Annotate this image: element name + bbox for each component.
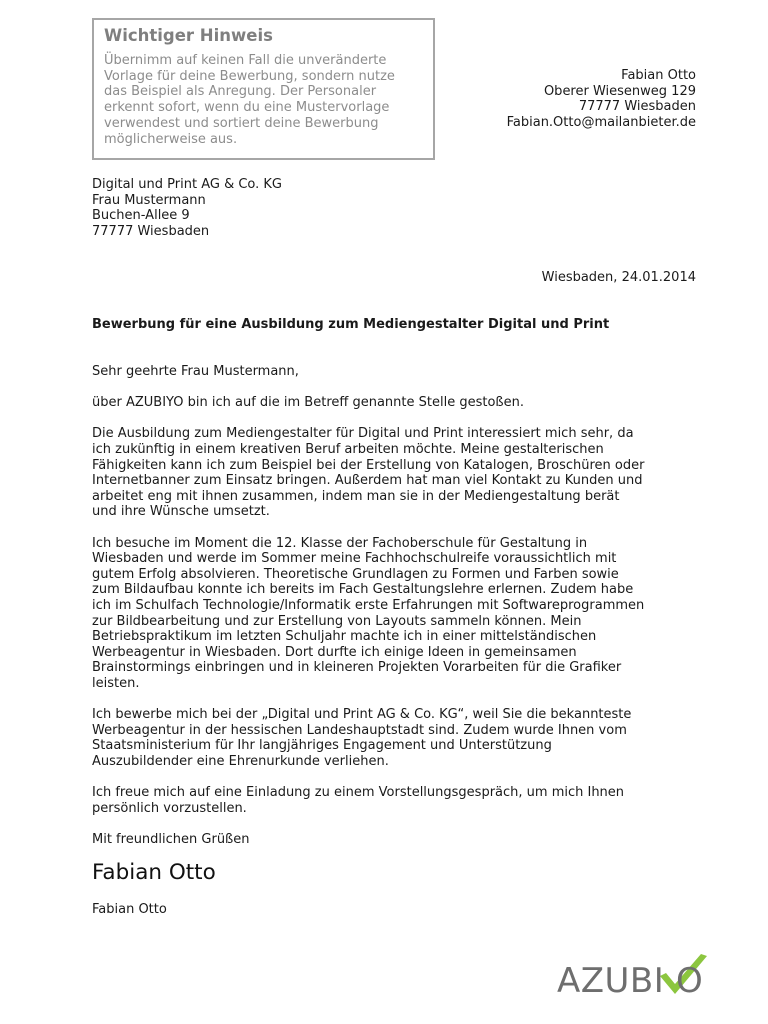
notice-text: [104, 53, 423, 147]
body-line: Ich besuche im Moment die 12. Klasse der Fachoberschule für Gestaltung in: [92, 535, 588, 551]
body-line: Auszubildender eine Ehrenurkunde verliehen.: [92, 753, 389, 769]
body-line: Die Ausbildung zum Mediengestalter für Digital und Print interessiert mich sehr, da: [92, 426, 634, 442]
body-line: arbeitet eng mit ihnen zusammen, indem man sie in der Mediengestaltung berät: [92, 488, 620, 504]
salutation: Sehr geehrte Frau Mustermann,: [92, 364, 299, 379]
body-line: Staatsministerium für Ihr langjähriges Engagement und Unterstützung: [92, 738, 552, 754]
letter-body: [92, 364, 698, 863]
sender-address: [507, 68, 696, 131]
body-line: Fähigkeiten kann ich zum Beispiel bei der Erstellung von Katalogen, Broschüren oder: [92, 457, 645, 473]
azubiyo-logo-graphic: [555, 952, 715, 1000]
sender-email: Fabian.Otto@mailanbieter.de: [506, 115, 696, 131]
body-line: gutem Erfolg absolvieren. Theoretische Grundlagen zu Formen und Farben sowie: [92, 566, 619, 582]
body-line: und ihre Wünsche umsetzt.: [92, 504, 270, 520]
letter-date: Wiesbaden, 24.01.2014: [541, 270, 696, 285]
recipient-company: Digital und Print AG & Co. KG: [92, 177, 282, 192]
notice-line: möglicherweise aus.: [104, 131, 238, 147]
logo-text: AZUBI: [557, 961, 665, 1000]
notice-line: erkennt sofort, wenn du eine Mustervorlage: [104, 100, 390, 116]
body-line: Werbeagentur in Wiesbaden. Dort durfte ich einige Ideen in gemeinsamen: [92, 644, 577, 660]
body-line: ich im Schulfach Technologie/Informatik erste Erfahrungen mit Softwareprogrammen: [92, 597, 645, 613]
body-paragraph: [92, 426, 698, 520]
recipient-address: [92, 177, 282, 240]
sender-city: 77777 Wiesbaden: [578, 99, 696, 115]
sender-street: Oberer Wiesenweg 129: [543, 83, 696, 99]
recipient-street: Buchen-Allee 9: [92, 208, 190, 224]
azubiyo-logo: [555, 952, 715, 1000]
printed-name: Fabian Otto: [92, 902, 167, 917]
body-line: Ich freue mich auf eine Einladung zu einem Vorstellungsgespräch, um mich Ihnen: [92, 785, 625, 801]
body-line: Betriebspraktikum im letzten Schuljahr machte ich in einer mittelständischen: [92, 629, 597, 645]
body-line: Ich bewerbe mich bei der „Digital und Print AG & Co. KG“, weil Sie die bekannteste: [92, 707, 632, 723]
body-line: leisten.: [92, 675, 140, 691]
body-line: persönlich vorzustellen.: [92, 800, 247, 816]
sender-name: Fabian Otto: [621, 68, 696, 83]
notice-line: verwendest und sortiert deine Bewerbung: [104, 115, 379, 131]
notice-line: Übernimm auf keinen Fall die unveränderte: [104, 53, 387, 68]
body-line: zur Bildbearbeitung und zur Erstellung von Layouts sammeln können. Mein: [92, 613, 582, 629]
recipient-city: 77777 Wiesbaden: [92, 224, 210, 240]
important-notice-box: [92, 18, 435, 160]
body-paragraph: [92, 395, 698, 411]
body-line: Internetbanner zum Einsatz bringen. Außerdem hat man viel Kontakt zu Kunden und: [92, 473, 643, 489]
body-line: über AZUBIYO bin ich auf die im Betreff genannte Stelle gestoßen.: [92, 395, 524, 411]
body-paragraph: [92, 785, 698, 816]
body-line: Werbeagentur in der hessischen Landeshauptstadt sind. Zudem wurde Ihnen vom: [92, 722, 627, 738]
notice-title: Wichtiger Hinweis: [104, 26, 273, 45]
body-line: zum Bildaufbau konnte ich bereits im Fach Gestaltungslehre erlernen. Zudem habe: [92, 582, 634, 598]
body-paragraph: [92, 536, 698, 692]
signature: Fabian Otto: [92, 860, 216, 885]
notice-line: das Beispiel als Anregung. Der Personaler: [104, 84, 377, 100]
recipient-contact: Frau Mustermann: [92, 192, 206, 208]
subject-line: Bewerbung für eine Ausbildung zum Mediengestalter Digital und Print: [92, 317, 610, 332]
logo-text-tail: O: [676, 961, 703, 1000]
body-paragraph: [92, 707, 698, 769]
notice-line: Vorlage für deine Bewerbung, sondern nutze: [104, 68, 395, 84]
closing: Mit freundlichen Grüßen: [92, 831, 250, 847]
body-line: Wiesbaden und werde im Sommer meine Fachhochschulreife voraussichtlich mit: [92, 551, 617, 567]
body-line: ich zukünftig in einem kreativen Beruf arbeiten möchte. Meine gestalterischen: [92, 441, 604, 457]
body-line: Brainstormings einbringen und in kleineren Projekten Vorarbeiten für die Grafiker: [92, 660, 622, 676]
